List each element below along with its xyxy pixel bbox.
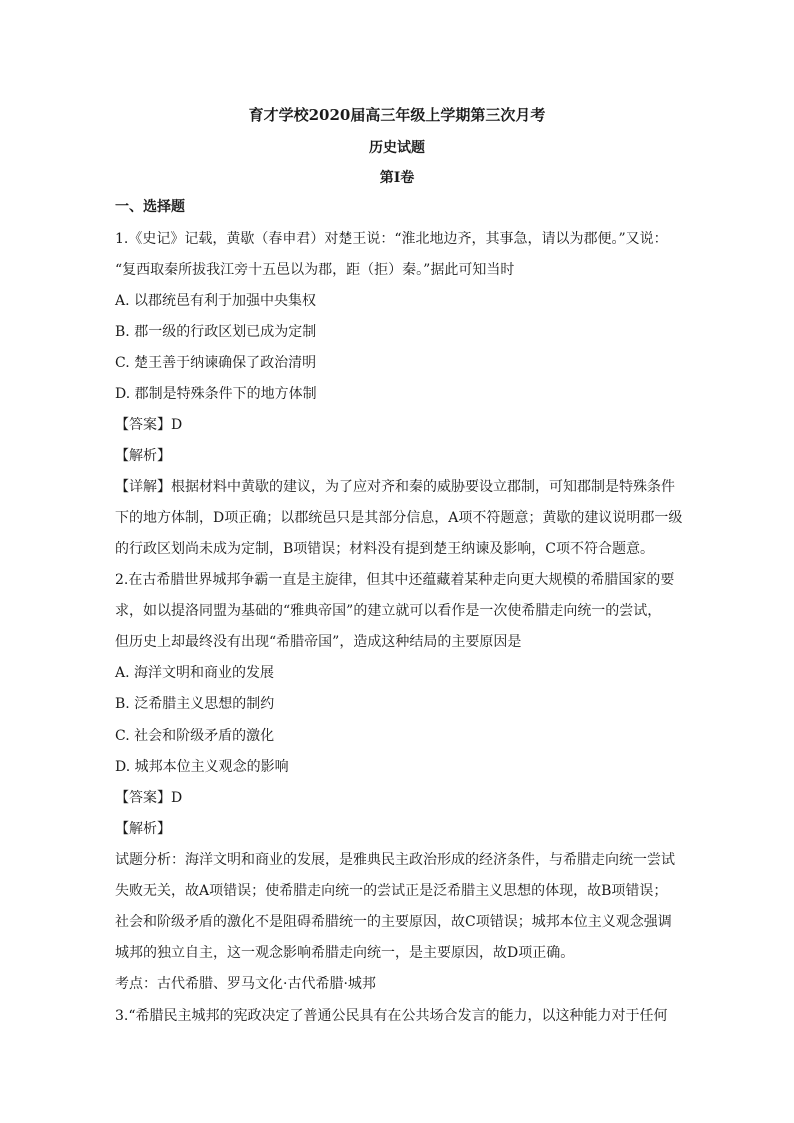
q2-analysis-line3: 社会和阶级矛盾的激化不是阻碍希腊统一的主要原因，故C项错误；城邦本位主义观念强调 xyxy=(115,914,672,930)
q2-option-d: D. 城邦本位主义观念的影响 xyxy=(115,759,289,775)
subject-title: 历史试题 xyxy=(369,140,425,156)
volume-title: 第I卷 xyxy=(379,170,415,186)
q2-stem-line1: 2.在古希腊世界城邦争霸一直是主旋律，但其中还蕴藏着某种走向更大规模的希腊国家的要 xyxy=(115,572,675,588)
q1-option-b: B. 郡一级的行政区划已成为定制 xyxy=(115,324,317,340)
q2-analysis-line2: 失败无关，故A项错误；使希腊走向统一的尝试正是泛希腊主义思想的体现，故B项错误； xyxy=(115,883,668,899)
q1-option-a: A. 以郡统邑有利于加强中央集权 xyxy=(115,293,317,309)
q2-analysis-label: 【解析】 xyxy=(115,821,171,837)
q1-option-d: D. 郡制是特殊条件下的地方体制 xyxy=(115,386,317,402)
q2-option-a: A. 海洋文明和商业的发展 xyxy=(115,665,275,681)
exam-title: 育才学校2020届高三年级上学期第三次月考 xyxy=(248,106,546,124)
q1-analysis-label: 【解析】 xyxy=(115,448,171,464)
q2-stem-line3: 但历史上却最终没有出现“希腊帝国”，造成这种结局的主要原因是 xyxy=(115,634,522,650)
q1-detail-line1: 【详解】根据材料中黄歇的建议，为了应对齐和秦的威胁要设立郡制，可知郡制是特殊条件 xyxy=(115,479,675,495)
q2-answer: 【答案】D xyxy=(115,790,183,806)
q1-detail-line3: 的行政区划尚未成为定制，B项错误；材料没有提到楚王纳谏及影响，C项不符合题意。 xyxy=(115,541,654,557)
q1-stem-line1: 1.《史记》记载，黄歇（春申君）对楚王说：“淮北地边齐，其事急，请以为郡便。”又说： xyxy=(115,231,668,247)
q2-stem-line2: 求，如以提洛同盟为基础的“雅典帝国”的建立就可以看作是一次使希腊走向统一的尝试， xyxy=(115,603,662,619)
q2-analysis-line4: 城邦的独立自主，这一观念影响希腊走向统一，是主要原因，故D项正确。 xyxy=(115,945,575,961)
q2-option-c: C. 社会和阶级矛盾的激化 xyxy=(115,728,275,744)
q3-stem-line1: 3.“希腊民主城邦的宪政决定了普通公民具有在公共场合发言的能力，以这种能力对于任何 xyxy=(115,1008,668,1024)
q1-answer: 【答案】D xyxy=(115,417,183,433)
q1-option-c: C. 楚王善于纳谏确保了政治清明 xyxy=(115,355,317,371)
q1-detail-line2: 下的地方体制，D项正确；以郡统邑只是其部分信息，A项不符题意；黄歇的建议说明郡一级 xyxy=(115,510,683,526)
q2-topic: 考点：古代希腊、罗马文化·古代希腊·城邦 xyxy=(115,976,376,992)
q1-stem-line2: “复西取秦所拔我江旁十五邑以为郡，距（拒）秦。”据此可知当时 xyxy=(115,262,515,278)
q2-analysis-line1: 试题分析：海洋文明和商业的发展，是雅典民主政治形成的经济条件，与希腊走向统一尝试 xyxy=(115,852,675,868)
section-heading: 一、选择题 xyxy=(115,199,185,215)
q2-option-b: B. 泛希腊主义思想的制约 xyxy=(115,696,275,712)
